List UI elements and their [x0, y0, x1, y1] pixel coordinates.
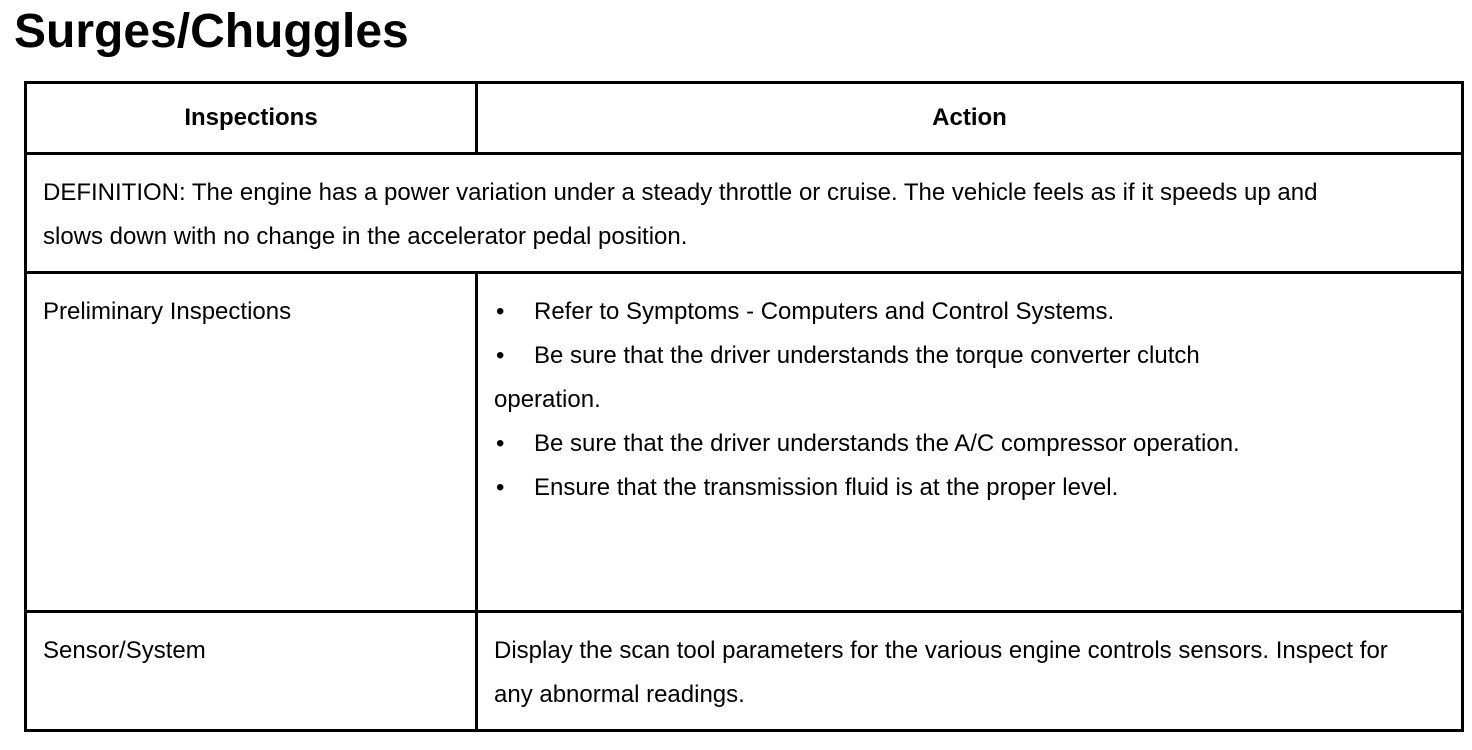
bullet-item	[494, 466, 1445, 510]
bullet-item	[494, 422, 1445, 466]
action-cell	[477, 612, 1463, 731]
bullet-text: Be sure that the driver understands the A/C compressor operation.	[534, 430, 1240, 457]
header-inspections: Inspections	[26, 83, 477, 154]
page-title: Surges/Chuggles	[14, 5, 409, 58]
bullet-text: Be sure that the driver understands the torque converter clutch operation.	[494, 342, 1200, 413]
bullet-icon: •	[496, 430, 505, 457]
header-action: Action	[477, 83, 1463, 154]
inspection-table	[24, 81, 1464, 732]
definition-text-content: DEFINITION: The engine has a power variation under a steady throttle or cruise. The vehicle feels as if it speeds up and slows down with no change in the accelerator pedal position.	[43, 179, 1318, 250]
action-bullet-list	[494, 290, 1445, 510]
table-row	[26, 612, 1463, 731]
inspection-cell	[26, 612, 477, 731]
inspection-cell	[26, 273, 477, 612]
definition-text	[26, 154, 1463, 273]
bullet-icon: •	[496, 474, 505, 501]
bullet-item	[494, 290, 1445, 334]
action-cell	[477, 273, 1463, 612]
bullet-icon: •	[496, 298, 505, 325]
bullet-icon: •	[496, 342, 505, 369]
table-row	[26, 273, 1463, 612]
table-header-row	[26, 83, 1463, 154]
bullet-item	[494, 334, 1445, 422]
definition-row	[26, 154, 1463, 273]
action-text: Display the scan tool parameters for the various engine controls sensors. Inspect for any abnormal readings.	[494, 637, 1388, 708]
inspection-label-preliminary: Preliminary Inspections	[43, 298, 292, 325]
inspection-label-sensor: Sensor/System	[43, 637, 206, 664]
bullet-text: Refer to Symptoms - Computers and Control Systems.	[534, 298, 1115, 325]
bullet-text: Ensure that the transmission fluid is at the proper level.	[534, 474, 1119, 501]
